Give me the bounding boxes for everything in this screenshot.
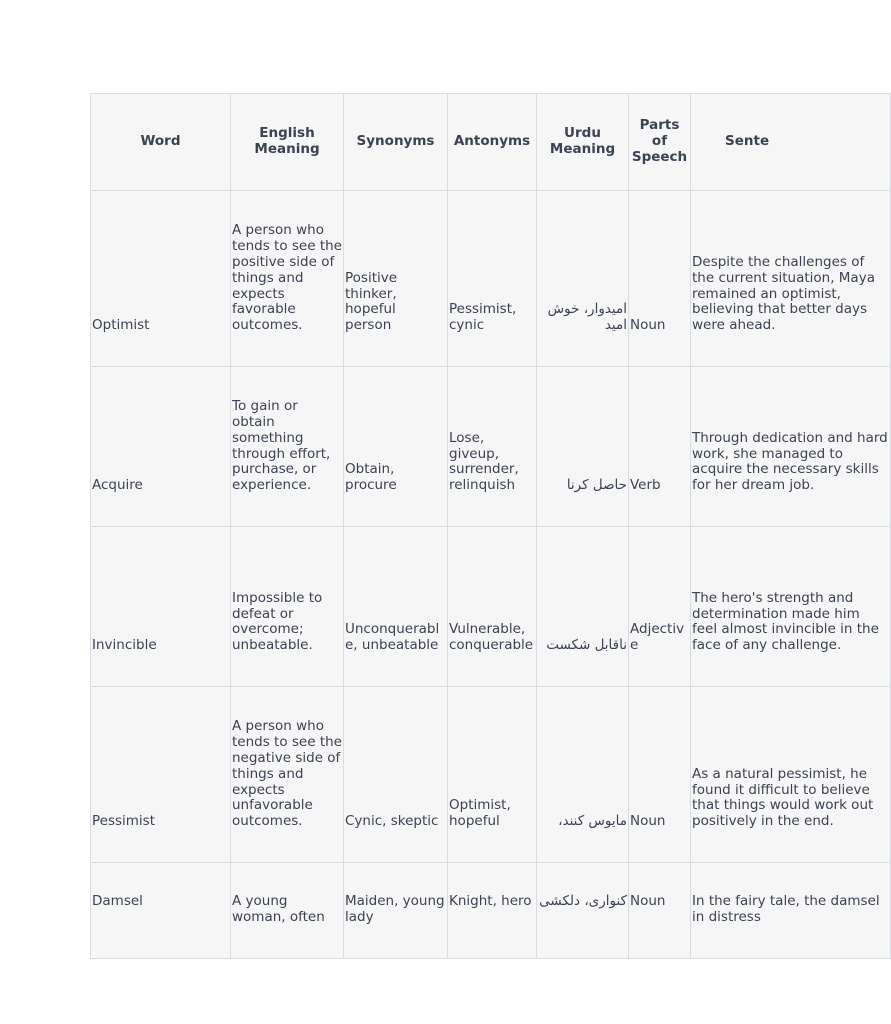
cell-parts-of-speech: Noun	[629, 687, 691, 863]
cell-sentence: As a natural pessimist, he found it difficult to believe that things would work out positively in the end.	[691, 687, 891, 863]
cell-urdu-meaning: ناقابل شکست	[537, 527, 629, 687]
cell-urdu-meaning: امیدوار، خوش امید	[537, 191, 629, 367]
cell-antonyms: Vulnerable, conquerable	[448, 527, 537, 687]
cell-english-meaning: To gain or obtain something through effort, purchase, or experience.	[231, 367, 344, 527]
header-urdu-meaning: Urdu Meaning	[537, 94, 629, 191]
vocabulary-table-container	[90, 93, 888, 928]
cell-synonyms: Unconquerable, unbeatable	[344, 527, 448, 687]
cell-parts-of-speech: Noun	[629, 863, 691, 959]
cell-urdu-meaning: مایوس کنند،	[537, 687, 629, 863]
header-word: Word	[91, 94, 231, 191]
cell-synonyms: Positive thinker, hopeful person	[344, 191, 448, 367]
cell-synonyms: Maiden, young lady	[344, 863, 448, 959]
header-parts-of-speech: Parts of Speech	[629, 94, 691, 191]
cell-parts-of-speech: Noun	[629, 191, 691, 367]
cell-antonyms: Optimist, hopeful	[448, 687, 537, 863]
cell-english-meaning: A young woman, often	[231, 863, 344, 959]
cell-synonyms: Cynic, skeptic	[344, 687, 448, 863]
cell-sentence: Despite the challenges of the current situation, Maya remained an optimist, believing that better days were ahead.	[691, 191, 891, 367]
cell-antonyms: Pessimist, cynic	[448, 191, 537, 367]
cell-sentence: Through dedication and hard work, she managed to acquire the necessary skills for her dream job.	[691, 367, 891, 527]
cell-urdu-meaning: حاصل کرنا	[537, 367, 629, 527]
table-row	[91, 527, 891, 687]
cell-synonyms: Obtain, procure	[344, 367, 448, 527]
table-row	[91, 191, 891, 367]
cell-word: Invincible	[91, 527, 231, 687]
cell-parts-of-speech: Verb	[629, 367, 691, 527]
vocabulary-table	[90, 93, 891, 959]
cell-sentence: The hero's strength and determination made him feel almost invincible in the face of any challenge.	[691, 527, 891, 687]
table-row	[91, 863, 891, 959]
table-header-row	[91, 94, 891, 191]
header-antonyms: Antonyms	[448, 94, 537, 191]
cell-word: Pessimist	[91, 687, 231, 863]
cell-english-meaning: A person who tends to see the negative side of things and expects unfavorable outcomes.	[231, 687, 344, 863]
table-row	[91, 687, 891, 863]
cell-urdu-meaning: کنواری، دلکشی	[537, 863, 629, 959]
cell-parts-of-speech: Adjective	[629, 527, 691, 687]
header-sentence: Sente	[691, 94, 891, 191]
cell-sentence: In the fairy tale, the damsel in distress	[691, 863, 891, 959]
cell-antonyms: Knight, hero	[448, 863, 537, 959]
cell-word: Optimist	[91, 191, 231, 367]
cell-word: Damsel	[91, 863, 231, 959]
cell-antonyms: Lose, giveup, surrender, relinquish	[448, 367, 537, 527]
cell-english-meaning: Impossible to defeat or overcome; unbeatable.	[231, 527, 344, 687]
header-synonyms: Synonyms	[344, 94, 448, 191]
cell-word: Acquire	[91, 367, 231, 527]
cell-english-meaning: A person who tends to see the positive side of things and expects favorable outcomes.	[231, 191, 344, 367]
header-english-meaning: English Meaning	[231, 94, 344, 191]
table-row	[91, 367, 891, 527]
